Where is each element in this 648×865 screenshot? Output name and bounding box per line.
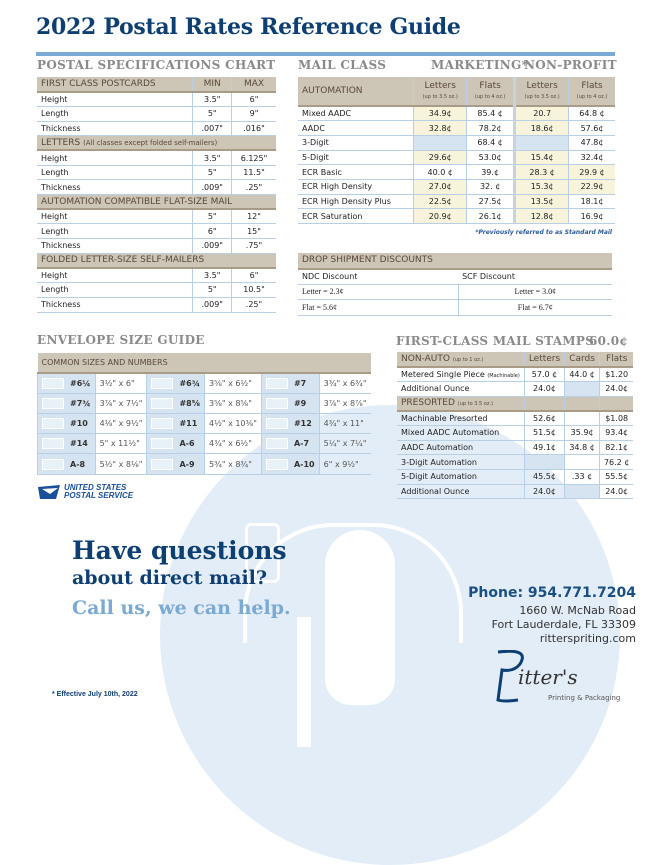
table-row: [37, 209, 276, 224]
stamp-price: 60.0¢: [589, 334, 629, 348]
stamp-label: [397, 484, 524, 499]
usps-logo: [38, 484, 133, 500]
section-title-text: LETTERS: [41, 137, 81, 148]
envelope-number-text: #8⅝: [179, 398, 200, 408]
stamp-value: .33 ¢: [565, 470, 600, 485]
column-header: [524, 396, 564, 411]
spec-min: 6": [193, 224, 232, 239]
envelope-number-text: A-8: [70, 459, 86, 469]
drop-title: DROP SHIPMENT DISCOUNTS: [298, 253, 612, 269]
table-row: [298, 179, 615, 194]
envelope-size: 5" x 11½": [95, 434, 147, 454]
stamp-value: [565, 455, 600, 470]
envelope-size: 5¼" x 7¼": [319, 434, 370, 454]
spec-label: Length: [37, 165, 193, 180]
col-weight: (up to 3.5 oz.): [422, 93, 458, 100]
table-row: [38, 373, 371, 393]
rate-label: Mixed AADC: [298, 106, 414, 121]
rate-value: 40.0 ¢: [414, 165, 467, 180]
rate-value: 15.3¢: [515, 179, 569, 194]
table-row: [397, 425, 633, 440]
col-name: Flats: [479, 80, 501, 91]
stamp-value: 51.5¢: [524, 425, 564, 440]
envelope-number-text: #14: [70, 439, 88, 449]
envelope-size: 3⅞" x 8⅞": [319, 393, 370, 413]
rate-label: 3-Digit: [298, 135, 414, 150]
envelope-number-text: #6¾: [179, 379, 200, 389]
section-title-text: FOLDED LETTER-SIZE SELF-MAILERS: [41, 255, 205, 266]
spec-label: Height: [37, 150, 193, 165]
scf-header: SCF Discount: [458, 269, 612, 285]
mail-class-table: [298, 77, 615, 224]
table-row: [38, 434, 371, 454]
spec-min: 3.5": [193, 268, 232, 283]
spec-max: .25": [232, 297, 276, 312]
spec-max: .75": [232, 239, 276, 254]
stamp-value: 24.0¢: [524, 484, 564, 499]
header-row: [298, 253, 612, 269]
section-header: [37, 136, 276, 151]
envelope-heading: ENVELOPE SIZE GUIDE: [37, 333, 205, 347]
table-row: [37, 268, 276, 283]
table-row: [397, 440, 633, 455]
envelope-icon: [151, 459, 173, 470]
table-row: [37, 106, 276, 121]
envelope-number-text: #12: [293, 419, 312, 429]
spec-label: Length: [37, 106, 193, 121]
table-row: [397, 470, 633, 485]
phone-number[interactable]: Phone: 954.771.7204: [468, 585, 636, 601]
envelope-number-text: #10: [70, 419, 88, 429]
stamp-value: 24.0¢: [524, 381, 564, 396]
envelope-size: 5¾" x 8¾": [205, 454, 262, 474]
postal-specifications-table: [37, 77, 276, 313]
spec-max: 12": [232, 209, 276, 224]
section-title-text: PRESORTED: [401, 398, 455, 409]
spec-max: 15": [232, 224, 276, 239]
envelope-number: [261, 434, 319, 454]
stamp-value: 49.1¢: [524, 440, 564, 455]
section-header: [397, 352, 633, 367]
stamp-label-text: 5-Digit Automation: [401, 472, 477, 482]
envelope-size: 3¾" x 6¾": [319, 373, 370, 393]
stamp-label-text: Additional Ounce: [401, 487, 470, 497]
stamp-label-text: 3-Digit Automation: [401, 457, 477, 467]
rate-value: 32. ¢: [467, 179, 515, 194]
spec-max: 10.5": [232, 283, 276, 298]
spec-label: Thickness: [37, 239, 193, 254]
usps-eagle-icon: [38, 485, 60, 499]
website-link[interactable]: ritterspriting.com: [539, 632, 636, 645]
cta-line3: Call us, we can help.: [72, 597, 291, 619]
spec-min: .009": [193, 239, 232, 254]
spec-heading: POSTAL SPECIFICATIONS CHART: [37, 58, 276, 72]
spec-label: Thickness: [37, 121, 193, 136]
column-header: [467, 77, 515, 106]
table-row: [37, 224, 276, 239]
effective-date-note: * Effective July 10th, 2022: [52, 691, 138, 698]
rate-value: [515, 135, 569, 150]
stamp-value: 57.0 ¢: [524, 367, 564, 382]
title-rule: [36, 52, 615, 56]
col-name: Flats: [581, 80, 603, 91]
max-header: MAX: [232, 77, 276, 92]
table-row: [298, 300, 612, 316]
envelope-icon: [266, 438, 288, 449]
envelope-number-text: #9: [293, 398, 307, 408]
stamp-value: [524, 455, 564, 470]
spec-min: 5": [193, 209, 232, 224]
column-header: [565, 396, 600, 411]
envelope-number-text: A-10: [293, 459, 315, 469]
col-name: Letters: [526, 80, 558, 91]
rate-label: ECR High Density: [298, 179, 414, 194]
table-row: [37, 180, 276, 195]
table-row: [298, 106, 615, 121]
section-note: (All classes except folded self-mailers): [83, 138, 218, 147]
envelope-number: [261, 393, 319, 413]
column-header: Letters: [524, 352, 564, 367]
stamp-value: [565, 484, 600, 499]
stamp-value: 82.1¢: [599, 440, 633, 455]
envelope-number: [38, 393, 96, 413]
column-header: [599, 396, 633, 411]
stamp-label: [397, 425, 524, 440]
stamp-value: 55.5¢: [599, 470, 633, 485]
rate-value: 28.3 ¢: [515, 165, 569, 180]
drop-shipment-table: [298, 253, 612, 316]
ndc-header: NDC Discount: [298, 269, 458, 285]
rate-value: 18.6¢: [515, 121, 569, 136]
rate-value: 64.8 ¢: [569, 106, 615, 121]
table-row: [298, 284, 612, 300]
envelope-number: [38, 434, 96, 454]
envelope-size: 3⅞" x 7½": [95, 393, 147, 413]
header-row: [298, 77, 615, 106]
section-header: [37, 253, 276, 268]
stamp-label: [397, 470, 524, 485]
stamp-value: 52.6¢: [524, 411, 564, 426]
rate-value: 53.0¢: [467, 150, 515, 165]
spec-min: 3.5": [193, 92, 232, 107]
envelope-size: 4⅛" x 9½": [95, 414, 147, 434]
spec-max: 6.125": [232, 150, 276, 165]
spec-min: 5": [193, 283, 232, 298]
envelope-icon: [42, 378, 64, 389]
section-title: [37, 136, 276, 151]
section-header: [37, 77, 276, 92]
rate-value: 29.6¢: [414, 150, 467, 165]
spec-label: Thickness: [37, 297, 193, 312]
stamp-note: (Machinable): [487, 372, 520, 379]
envelope-size: 4¾" x 11": [319, 414, 370, 434]
spec-label: Height: [37, 268, 193, 283]
spec-min: 5": [193, 106, 232, 121]
rate-value: 18.1¢: [569, 194, 615, 209]
table-row: [37, 283, 276, 298]
envelope-number: [147, 393, 205, 413]
stamp-label-text: Machinable Presorted: [401, 413, 488, 423]
envelope-size-table: [37, 353, 371, 475]
spec-max: 9": [232, 106, 276, 121]
section-title: [37, 195, 276, 210]
stamp-label: [397, 440, 524, 455]
rate-value: 39.¢: [467, 165, 515, 180]
spec-label: Thickness: [37, 180, 193, 195]
column-header: Flats: [599, 352, 633, 367]
min-header: MIN: [193, 77, 232, 92]
stamp-value: 93.4¢: [599, 425, 633, 440]
table-row: [38, 454, 371, 474]
envelope-number-text: #6¼: [70, 379, 91, 389]
rate-value: 27.0¢: [414, 179, 467, 194]
ndc-value: Flat = 5.6¢: [298, 300, 458, 316]
stamp-label: [397, 367, 524, 382]
rate-value: 34.9¢: [414, 106, 467, 121]
usps-line2: POSTAL SERVICE: [64, 491, 134, 500]
section-title-text: NON-AUTO: [401, 353, 450, 364]
table-row: [37, 297, 276, 312]
envelope-icon: [151, 378, 173, 389]
envelope-icon: [42, 398, 64, 409]
svg-text:Printing & Packaging: Printing & Packaging: [548, 694, 621, 702]
header-row: [38, 353, 371, 373]
table-row: [298, 121, 615, 136]
rate-label: 5-Digit: [298, 150, 414, 165]
col-weight: (up to 3.5 oz.): [524, 93, 560, 100]
column-header: [414, 77, 467, 106]
stamp-value: 24.0¢: [599, 484, 633, 499]
section-title: [397, 352, 524, 367]
envelope-number: [38, 414, 96, 434]
stamp-value: [565, 411, 600, 426]
table-row: [397, 484, 633, 499]
table-row: [397, 367, 633, 382]
envelope-icon: [42, 418, 64, 429]
section-note: (up to 1 oz.): [452, 356, 484, 363]
cta-line1: Have questions: [72, 536, 287, 565]
envelope-size: 3½" x 6": [95, 373, 147, 393]
rate-value: 22.9¢: [569, 179, 615, 194]
rate-label: ECR Saturation: [298, 209, 414, 224]
stamp-label-text: Mixed AADC Automation: [401, 428, 500, 438]
usps-line1: UNITED STATES: [64, 483, 127, 492]
rate-label: ECR Basic: [298, 165, 414, 180]
column-header: [569, 77, 615, 106]
rate-value: 57.6¢: [569, 121, 615, 136]
rate-value: 20.9¢: [414, 209, 467, 224]
column-header: [515, 77, 569, 106]
section-title: [37, 253, 276, 268]
stamp-value: 44.0 ¢: [565, 367, 600, 382]
envelope-number: [38, 454, 96, 474]
rate-value: 15.4¢: [515, 150, 569, 165]
envelope-number-text: A-7: [293, 439, 310, 449]
section-note: (up to 3.5 oz.): [457, 401, 494, 408]
stamps-heading: FIRST-CLASS MAIL STAMPS: [396, 334, 595, 348]
table-row: [298, 150, 615, 165]
envelope-icon: [42, 459, 64, 470]
envelope-icon: [151, 438, 173, 449]
section-title-text: AUTOMATION COMPATIBLE FLAT-SIZE MAIL: [41, 196, 233, 207]
spec-label: Height: [37, 209, 193, 224]
envelope-size: 5½" x 8⅛": [95, 454, 147, 474]
stamp-value: $1.20: [599, 367, 633, 382]
col-weight: (up to 4 oz.): [474, 93, 506, 100]
stamp-value: 35.9¢: [565, 425, 600, 440]
address-line1: 1660 W. McNab Road: [519, 604, 636, 617]
envelope-icon: [266, 398, 288, 409]
nonprofit-heading: NON-PROFIT: [524, 58, 617, 72]
spec-min: .009": [193, 180, 232, 195]
marketing-footnote: *Previously referred to as Standard Mail: [475, 229, 612, 236]
rate-value: 22.5¢: [414, 194, 467, 209]
envelope-size: 3⅝" x 6½": [205, 373, 262, 393]
rate-value: 68.4 ¢: [467, 135, 515, 150]
table-row: [298, 135, 615, 150]
envelope-icon: [151, 418, 173, 429]
cta-line2: about direct mail?: [72, 567, 268, 589]
section-title: [397, 396, 524, 411]
col-name: Letters: [424, 80, 456, 91]
stamp-value: 24.0¢: [599, 381, 633, 396]
stamp-label-text: Metered Single Piece: [401, 369, 485, 379]
spec-min: 3.5": [193, 150, 232, 165]
stamp-value: [565, 381, 600, 396]
mail-class-heading: MAIL CLASS: [298, 58, 387, 72]
envelope-icon: [266, 418, 288, 429]
envelope-number-text: #11: [179, 419, 198, 429]
rate-value: 26.1¢: [467, 209, 515, 224]
stamp-label: [397, 381, 524, 396]
rate-value: 32.8¢: [414, 121, 467, 136]
envelope-number: [261, 414, 319, 434]
spec-label: Height: [37, 92, 193, 107]
envelope-number-text: A-9: [179, 459, 195, 469]
svg-text:itter's: itter's: [518, 665, 578, 689]
ndc-value: Letter = 2.3¢: [298, 284, 458, 300]
envelope-number-text: A-6: [179, 439, 195, 449]
table-row: [397, 381, 633, 396]
stamp-value: 76.2 ¢: [599, 455, 633, 470]
spec-min: 5": [193, 165, 232, 180]
envelope-size: 3⅝" x 8⅝": [205, 393, 262, 413]
stamp-value: 45.5¢: [524, 470, 564, 485]
stamp-value: $1.08: [599, 411, 633, 426]
rate-value: 13.5¢: [515, 194, 569, 209]
envelope-size: 4¾" x 6½": [205, 434, 262, 454]
envelope-number: [147, 414, 205, 434]
stamp-label: [397, 411, 524, 426]
page-title: 2022 Postal Rates Reference Guide: [36, 14, 461, 40]
ritters-logo: [490, 650, 640, 705]
scf-value: Letter = 3.0¢: [458, 284, 612, 300]
table-row: [298, 209, 615, 224]
envelope-number-text: #7: [293, 379, 307, 389]
rate-value: [414, 135, 467, 150]
envelope-icon: [266, 459, 288, 470]
spec-min: .007": [193, 121, 232, 136]
rate-value: 12.8¢: [515, 209, 569, 224]
table-row: [397, 411, 633, 426]
rate-value: 78.2¢: [467, 121, 515, 136]
envelope-icon: [266, 378, 288, 389]
envelope-icon: [42, 438, 64, 449]
table-row: [37, 92, 276, 107]
rate-label: AADC: [298, 121, 414, 136]
table-row: [38, 393, 371, 413]
rate-value: 16.9¢: [569, 209, 615, 224]
section-title: FIRST CLASS POSTCARDS: [37, 77, 193, 92]
table-row: [298, 165, 615, 180]
table-row: [298, 269, 612, 285]
section-header: [37, 195, 276, 210]
table-row: [38, 414, 371, 434]
envelope-icon: [151, 398, 173, 409]
table-row: [397, 455, 633, 470]
spec-max: 6": [232, 92, 276, 107]
address-line2: Fort Lauderdale, FL 33309: [491, 618, 636, 631]
rate-value: 20.7: [515, 106, 569, 121]
rate-label: ECR High Density Plus: [298, 194, 414, 209]
rate-value: 47.8¢: [569, 135, 615, 150]
stamp-value: 34.8 ¢: [565, 440, 600, 455]
table-row: [37, 121, 276, 136]
table-row: [37, 150, 276, 165]
table-row: [298, 194, 615, 209]
stamp-label-text: Additional Ounce: [401, 384, 470, 394]
stamp-label: [397, 455, 524, 470]
envelope-number: [38, 373, 96, 393]
envelope-size: 4½" x 10⅜": [205, 414, 262, 434]
spec-label: Length: [37, 283, 193, 298]
section-header: [397, 396, 633, 411]
spec-max: .25": [232, 180, 276, 195]
rate-value: 32.4¢: [569, 150, 615, 165]
table-row: [37, 239, 276, 254]
scf-value: Flat = 6.7¢: [458, 300, 612, 316]
spec-max: 11.5": [232, 165, 276, 180]
spec-max: .016": [232, 121, 276, 136]
envelope-number-text: #7¾: [70, 398, 91, 408]
column-header: Cards: [565, 352, 600, 367]
envelope-subheading: COMMON SIZES AND NUMBERS: [38, 353, 371, 373]
first-class-stamps-table: [397, 352, 633, 499]
spec-min: .009": [193, 297, 232, 312]
rate-value: 85.4 ¢: [467, 106, 515, 121]
stamp-label-text: AADC Automation: [401, 442, 474, 452]
envelope-number: [147, 373, 205, 393]
envelope-number: [147, 454, 205, 474]
envelope-number: [147, 434, 205, 454]
rate-value: 27.5¢: [467, 194, 515, 209]
spec-max: 6": [232, 268, 276, 283]
marketing-heading: MARKETING*: [431, 58, 529, 72]
rate-value: 29.9 ¢: [569, 165, 615, 180]
envelope-number: [261, 373, 319, 393]
envelope-number: [261, 454, 319, 474]
automation-header: AUTOMATION: [298, 77, 414, 106]
col-weight: (up to 4 oz.): [576, 93, 608, 100]
table-row: [37, 165, 276, 180]
envelope-size: 6" x 9½": [319, 454, 370, 474]
spec-label: Length: [37, 224, 193, 239]
